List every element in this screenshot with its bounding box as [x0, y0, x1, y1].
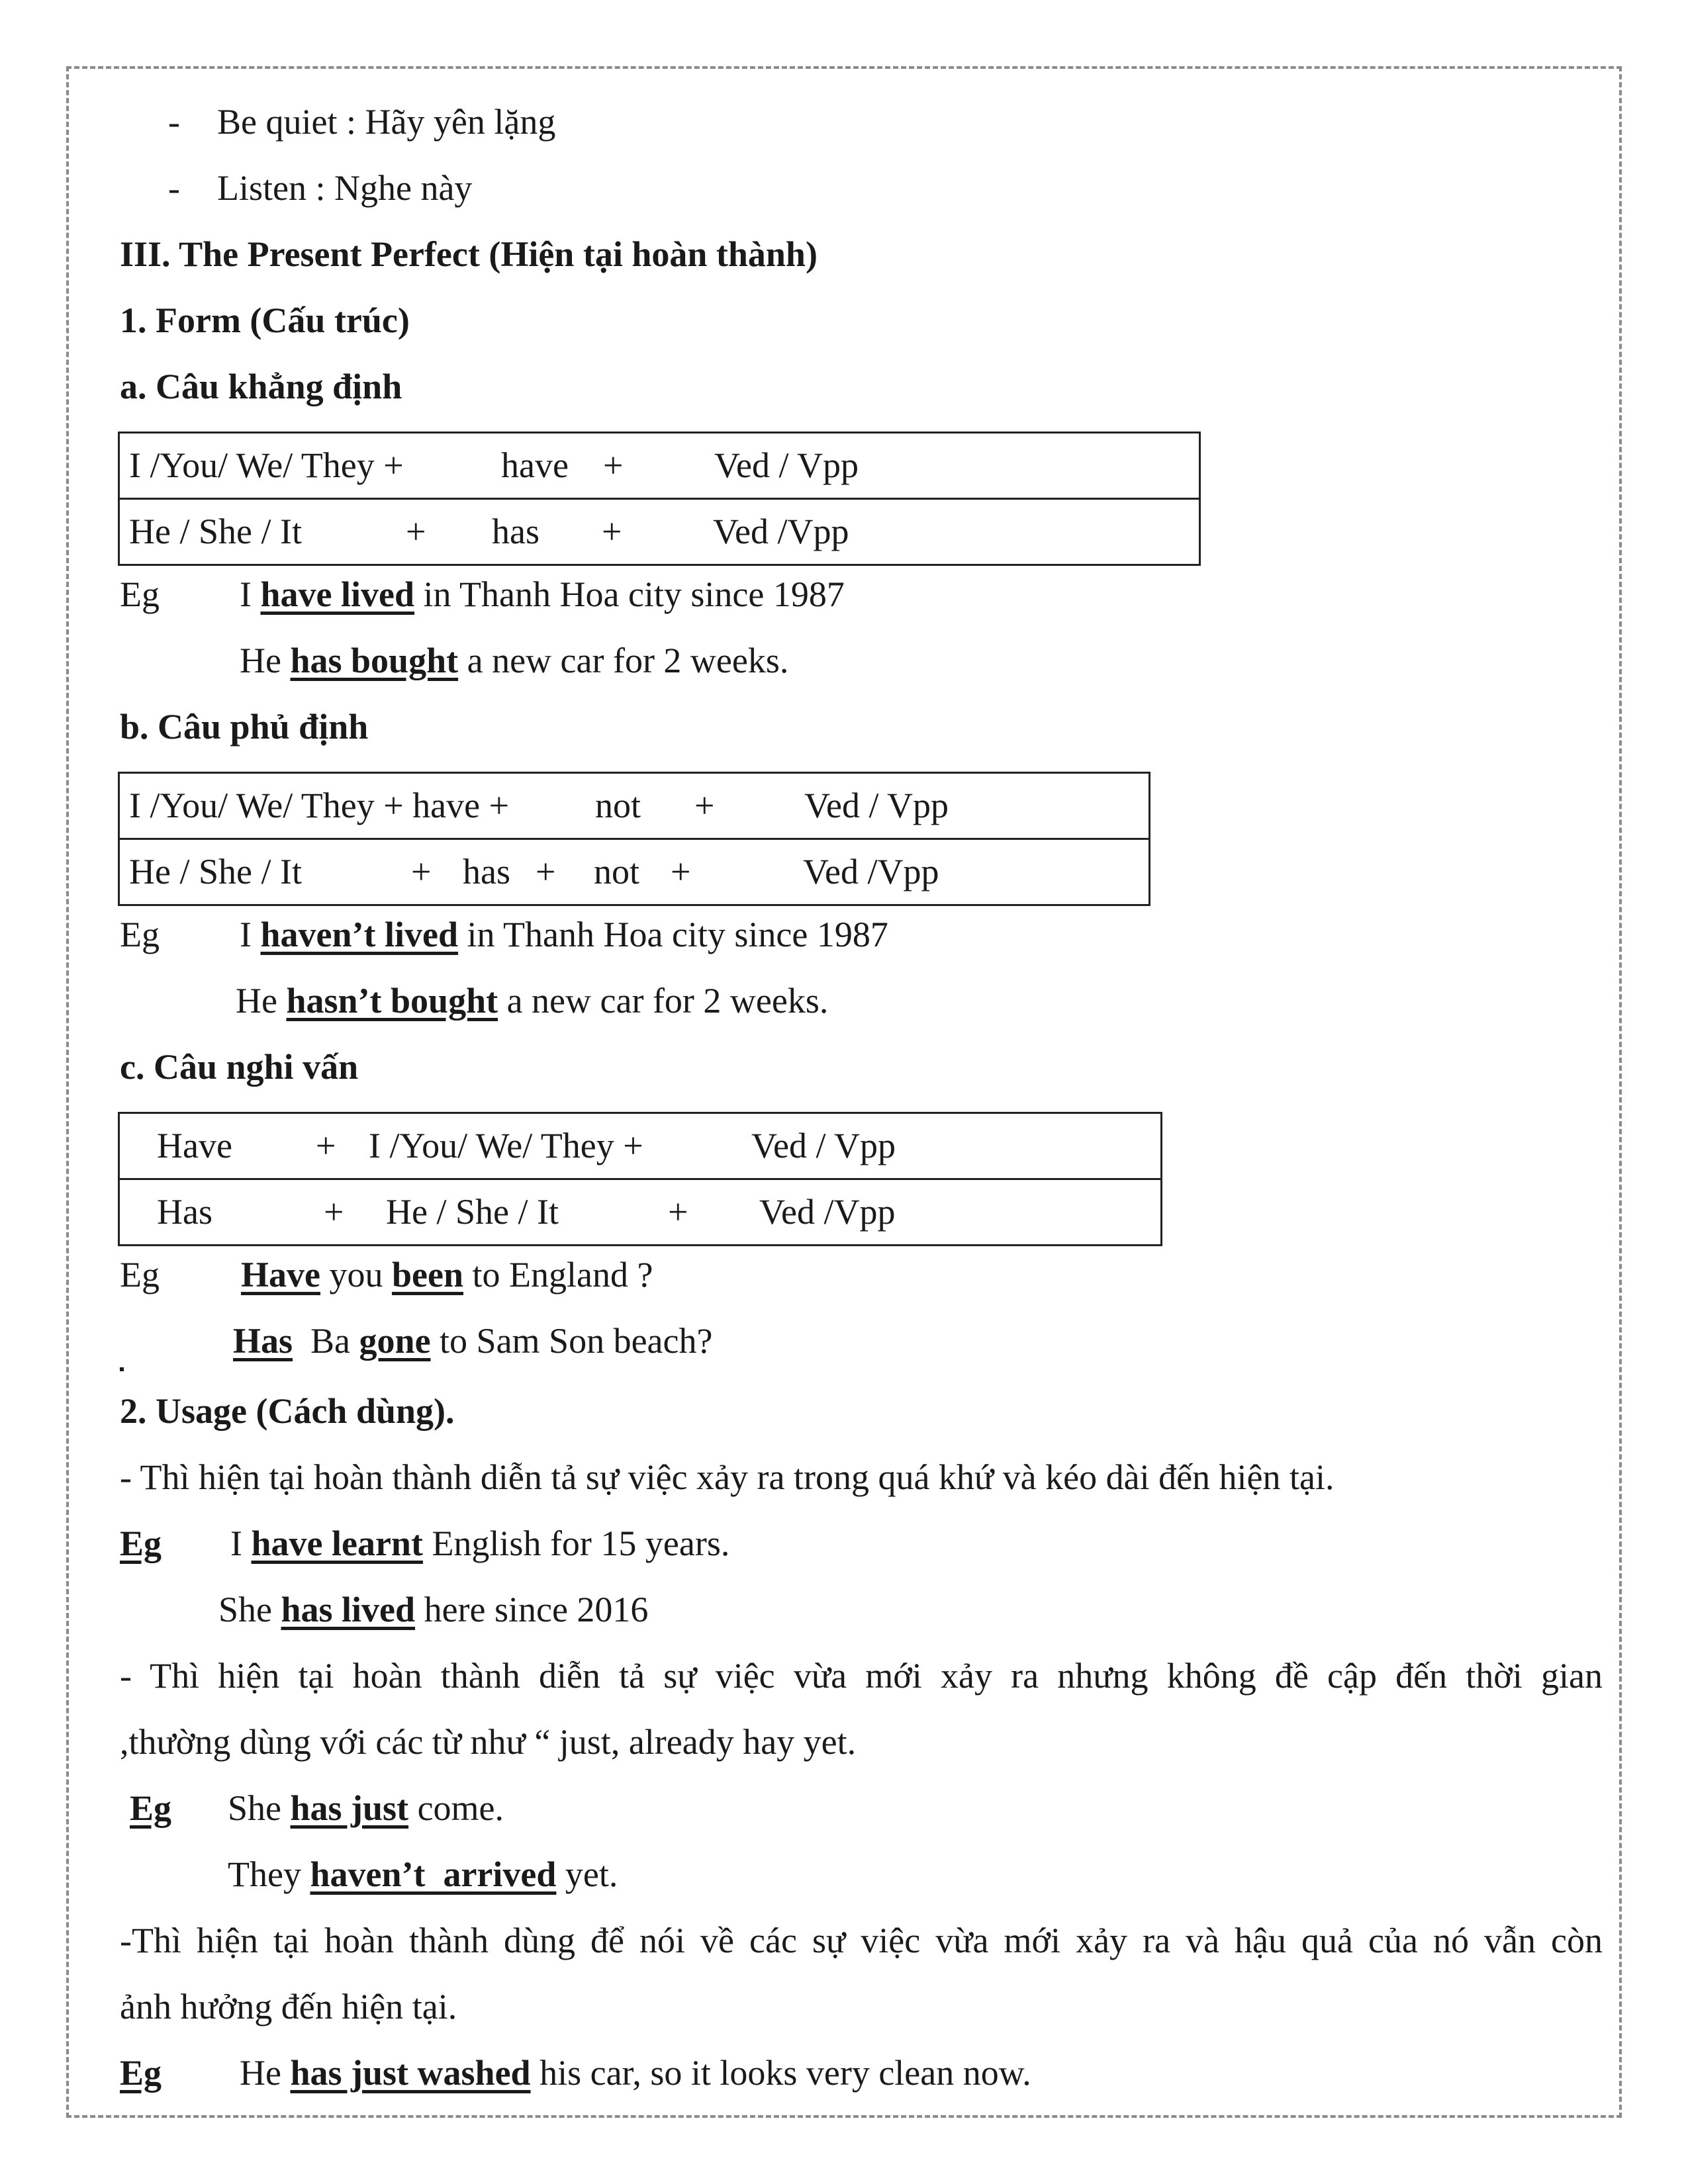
table-cell: Ved /Vpp: [803, 852, 939, 891]
table-cell: Have: [157, 1126, 232, 1165]
usage-rule: -Thì hiện tại hoàn thành dùng để nói về các sự việc vừa mới xảy ra và hậu quả của nó vẫn còn: [120, 1921, 1603, 1960]
eg-label: Eg: [120, 574, 160, 614]
table-cell: +: [324, 1192, 344, 1232]
table-cell: He / She / It: [386, 1192, 559, 1232]
usage-rule: - Thì hiện tại hoàn thành diễn tả sự việc vừa mới xảy ra nhưng không đề cập đến thời gian: [120, 1656, 1603, 1696]
table-cell: He / She / It: [129, 512, 302, 551]
usage-rule: ,thường dùng với các từ như “ just, already hay yet.: [120, 1722, 857, 1762]
table-cell: +: [316, 1126, 336, 1165]
table-row: [119, 1179, 1162, 1246]
verb-phrase: has lived: [281, 1590, 416, 1629]
table-row: [119, 839, 1150, 905]
example-sentence: He has bought a new car for 2 weeks.: [240, 641, 789, 680]
negative-heading: b. Câu phủ định: [120, 707, 369, 747]
example-sentence: Have you been to England ?: [241, 1255, 653, 1295]
table-cell: +: [671, 852, 691, 891]
example-sentence: He has just washed his car, so it looks very clean now.: [240, 2053, 1031, 2093]
section-title: III. The Present Perfect (Hiện tại hoàn thành): [120, 234, 818, 274]
list-dash: -: [168, 168, 180, 208]
table-cell: not: [595, 786, 641, 825]
usage-rule: ảnh hưởng đến hiện tại.: [120, 1987, 457, 2026]
table-row: [119, 433, 1200, 499]
verb-phrase: have learnt: [251, 1524, 423, 1563]
stray-dot: [120, 1367, 124, 1371]
table-row: [119, 499, 1200, 565]
table-cell: Has: [157, 1192, 212, 1232]
table-cell: +: [668, 1192, 688, 1232]
eg-label: Eg: [130, 1788, 172, 1828]
form-heading: 1. Form (Cấu trúc): [120, 300, 410, 340]
example-sentence: She has lived here since 2016: [218, 1590, 649, 1629]
verb-phrase: haven’t arrived: [310, 1854, 557, 1894]
verb-phrase: gone: [359, 1321, 431, 1361]
eg-label: Eg: [120, 1524, 162, 1563]
example-sentence: She has just come.: [228, 1788, 504, 1828]
table-cell: not: [594, 852, 640, 891]
table-cell: Ved / Vpp: [714, 445, 859, 485]
eg-label: Eg: [120, 2053, 162, 2093]
verb-phrase: has just: [290, 1788, 409, 1828]
table-cell: Ved / Vpp: [751, 1126, 896, 1165]
auxiliary: Have: [241, 1255, 320, 1295]
table-cell: +: [602, 512, 622, 551]
verb-phrase: has bought: [290, 641, 459, 680]
table-cell: +: [694, 786, 715, 825]
table-cell: +: [406, 512, 426, 551]
table-cell: +: [536, 852, 556, 891]
negative-table: [118, 772, 1150, 906]
example-sentence: I have lived in Thanh Hoa city since 1987: [240, 574, 845, 614]
example-sentence: I have learnt English for 15 years.: [230, 1524, 730, 1563]
list-item-listen: Listen : Nghe này: [217, 168, 473, 208]
usage-rule: - Thì hiện tại hoàn thành diễn tả sự việc xảy ra trong quá khứ và kéo dài đến hiện tại.: [120, 1457, 1335, 1497]
table-cell: He / She / It: [129, 852, 302, 891]
example-sentence: He hasn’t bought a new car for 2 weeks.: [236, 981, 829, 1021]
question-heading: c. Câu nghi vấn: [120, 1047, 359, 1087]
list-item-be-quiet: Be quiet : Hãy yên lặng: [217, 102, 556, 142]
example-sentence: They haven’t arrived yet.: [228, 1854, 618, 1894]
table-cell: Ved /Vpp: [759, 1192, 896, 1232]
question-table: [118, 1112, 1162, 1246]
table-row: [119, 773, 1150, 839]
table-cell: have: [501, 445, 569, 485]
affirmative-heading: a. Câu khẳng định: [120, 367, 402, 406]
table-cell: has: [492, 512, 539, 551]
verb-phrase: been: [391, 1255, 463, 1295]
table-cell: Ved / Vpp: [804, 786, 949, 825]
example-sentence: Has Ba gone to Sam Son beach?: [233, 1321, 713, 1361]
table-cell: I /You/ We/ They + have +: [129, 786, 510, 825]
table-cell: has: [463, 852, 510, 891]
example-sentence: I haven’t lived in Thanh Hoa city since 1987: [240, 915, 888, 954]
eg-label: Eg: [120, 915, 160, 954]
verb-phrase: hasn’t bought: [286, 981, 498, 1021]
table-cell: I /You/ We/ They +: [129, 445, 404, 485]
verb-phrase: have lived: [260, 574, 414, 614]
eg-label: Eg: [120, 1255, 160, 1295]
verb-phrase: haven’t lived: [260, 915, 458, 954]
table-cell: Ved /Vpp: [713, 512, 849, 551]
table-row: [119, 1113, 1162, 1179]
table-cell: I /You/ We/ They +: [369, 1126, 643, 1165]
verb-phrase: has just washed: [290, 2053, 531, 2093]
list-dash: -: [168, 102, 180, 142]
usage-heading: 2. Usage (Cách dùng).: [120, 1391, 455, 1431]
table-cell: +: [411, 852, 432, 891]
table-cell: +: [603, 445, 624, 485]
auxiliary: Has: [233, 1321, 293, 1361]
affirmative-table: [118, 432, 1201, 566]
